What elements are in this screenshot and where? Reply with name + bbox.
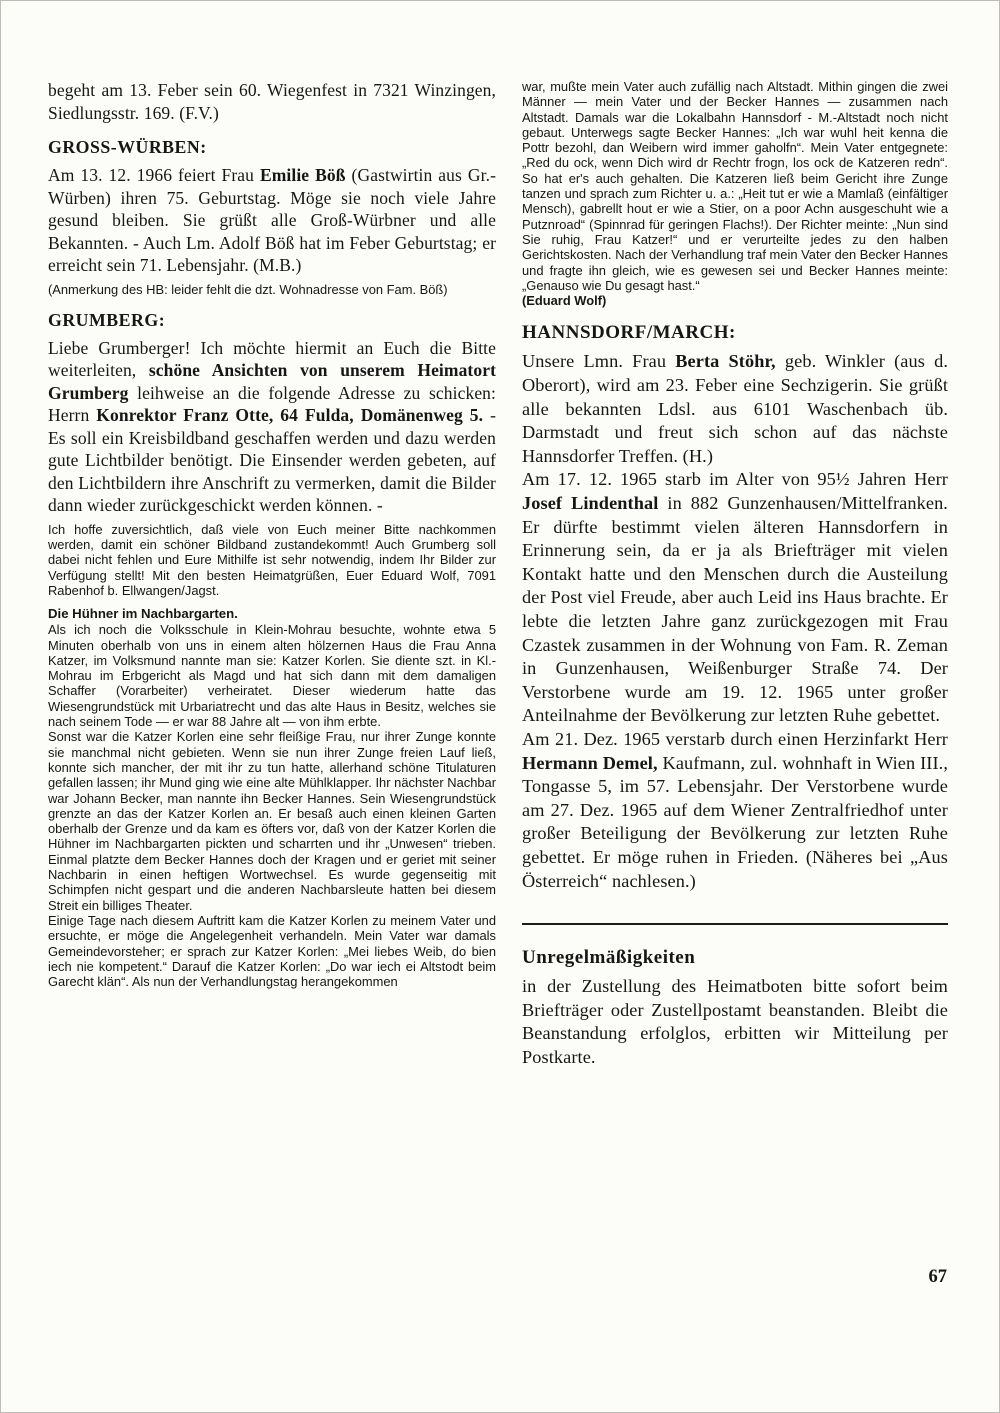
text-run: Am 17. 12. 1965 starb im Alter von 95½ Jahren Herr	[522, 469, 948, 490]
grumberg-appeal-paragraph: Ich hoffe zuversichtlich, daß viele von Euch meiner Bitte nachkommen werden, damit ein schöner Bildband zustandekommt! Auch Grumberg soll dabei nicht fehlen und Eure Mithilfe ist sehr notwendig, indem Ihr Bilder zur Verfügung stellt! Mit den besten Heimatgrüßen, Euer Eduard Wolf, 7091 Rabenhof b. Ellwangen/Jagst.	[48, 521, 496, 598]
grumberg-paragraph	[48, 337, 496, 517]
text-run: Am 21. Dez. 1965 verstarb durch einen Herzinfarkt Herr	[522, 728, 948, 749]
text-run-bold: Hermann Demel,	[522, 752, 658, 773]
section-divider	[522, 923, 948, 925]
section-heading-grumberg: GRUMBERG:	[48, 309, 166, 330]
huehner-story-continuation: war, mußte mein Vater auch zufällig nach Altstadt. Mithin gingen die zwei Männer — mein Vater und der Becker Hannes — zusammen nach Altstadt. Damals war die Lokalbahn Hannsdorf - M.-Altstadt noch nicht gebaut. Unterwegs sagte Becker Hannes: „Ich war wuhl heit kenna die Pottr bezohl, dan Weibern wird immer gaholfn“. Mein Vater entgegnete: „Red du ock, wenn Dich wird dr Rechtr frogn, los ock de Katzeren redn“. So hat er's auch gehalten. Die Katzeren ließ beim Gericht ihre Zunge tanzen und sprach zum Richter u. a.: „Heit tut er wie a Mamlaß (einfältiger Mensch), gabrellt hout er wie a Stier, on a poor Achn ausgeschuht wie a Putznroad“ (Spinnrad für geringen Flachs!). Der Richter meinte: „Nun sind Sie ruhig, Frau Katzer!“ und er verurteilte jedes zu den halben Gerichtskosten. Nach der Verhandlung traf mein Vater den Becker Hannes und fragte ihn gleich, wie es gewesen sei und Becker Hannes meinte: „Genauso wie Du gesagt hast.“	[522, 79, 948, 293]
text-run: in 882 Gunzenhausen/Mittelfranken. Er dürfte bestimmt vielen älteren Hannsdorfern in Erinnerung sein, da er ja als Briefträger mit vielen Kontakt hatte und den Menschen durch die Austeilung der Post viel Freude, aber auch Leid ins Haus brachte. Er lebte die letzten Jahre ganz zurückgezogen mit Frau Czastek zusammen in der Wohnung von Fam. R. Zeman in Gunzenhausen, Weißenburger Straße 74. Der Verstorbene wurde am 19. 12. 1965 unter großer Anteilnahme der Bevölkerung zur letzten Ruhe gebettet.	[522, 493, 948, 726]
section-heading-hannsdorf: HANNSDORF/MARCH:	[522, 322, 736, 344]
huehner-paragraph-2: Sonst war die Katzer Korlen eine sehr fleißige Frau, nur ihrer Zunge konnte sie manchmal nicht gebieten. Wenn sie nun ihrer Zunge freien Lauf ließ, konnte sich mancher, der mit ihr zu tun hatte, allerhand schöne Titulaturen gefallen lassen; ihr Mund ging wie eine alte Mühlklapper. Ihr nächster Nachbar war Johann Becker, man nannte ihn Becker Hannes. Sein Wiesengrundstück grenzte an das der Katzer Korlen an. Er besaß auch einen kleinen Garten oberhalb der Grenze und da kam es öfters vor, daß von der Katzer Korlen die Hühner im Nachbargarten pickten und scharrten und ihr „Unwesen“ trieben. Einmal platzte dem Becker Hannes doch der Kragen und er geriet mit seiner Nachbarin in einen heftigen Wortwechsel. Es wurde gegenseitig mit Schimpfen nicht gespart und die anderen Nachbarsleute hatten bei diesem Streit ein billiges Theater.	[48, 729, 496, 913]
text-run: geb. Winkler (aus d. Oberort), wird am 23. Feber eine Sechzigerin. Sie grüßt alle bekannten Ldsl. aus 6101 Waschenbach üb. Darmstadt und freut sich schon auf das nächste Hannsdorfer Treffen. (H.)	[522, 351, 948, 466]
continued-paragraph: begeht am 13. Feber sein 60. Wiegenfest in 7321 Winzingen, Siedlungsstr. 169. (F.V.)	[48, 80, 496, 123]
text-run: Unsere Lmn. Frau	[522, 351, 676, 372]
right-column	[522, 79, 948, 1069]
text-run-bold: Emilie Böß	[259, 165, 346, 185]
story-byline: (Eduard Wolf)	[522, 293, 607, 309]
text-run-bold: Konrektor Franz Otte, 64 Fulda, Domänenweg 5.	[96, 405, 484, 426]
gross-wurben-paragraph	[48, 164, 496, 277]
hannsdorf-paragraph-2	[522, 468, 948, 728]
page-number: 67	[928, 1267, 947, 1287]
text-run-bold: Berta Stöhr,	[675, 351, 776, 372]
text-run: (Gastwirtin aus Gr.-Würben) ihren 75. Geburtstag. Möge sie noch viele Jahre gesund bleiben. Sie grüßt alle Groß-Würbner und alle Bekannten. - Auch Lm. Adolf Böß hat im Feber Geburtstag; er erreicht sein 71. Lebensjahr. (M.B.)	[48, 165, 496, 275]
hannsdorf-paragraph-3	[522, 728, 948, 893]
story-heading-huehner: Die Hühner im Nachbargarten.	[48, 606, 238, 622]
left-column	[48, 79, 496, 1069]
huehner-paragraph-1: Als ich noch die Volksschule in Klein-Mohrau besuchte, wohnte etwa 5 Minuten oberhalb von uns in einem alten hölzernen Haus die Frau Anna Katzer, im Volksmund nannte man sie: Katzer Korlen. Sie diente szt. in Kl.-Mohrau im Erbgericht als Magd und hat sich dann mit dem damaligen Schaffer (Vorarbeiter) verheiratet. Dieser wiederum hatte das Wiesengrundstück mit Urbariatrecht und das alte Haus in Besitz, welches sie nach seinem Tode — er war 88 Jahre alt — von ihm erbte.	[48, 622, 496, 730]
text-run: leihweise an die folgende Adresse zu schicken: Herrn	[48, 382, 496, 426]
irregular-paragraph: in der Zustellung des Heimatboten bitte sofort beim Briefträger oder Zustellpostamt beanstanden. Bleibt die Beanstandung erfolglos, erbitten wir Mitteilung per Postkarte.	[522, 976, 948, 1067]
editor-note: (Anmerkung des HB: leider fehlt die dzt. Wohnadresse von Fam. Böß)	[48, 281, 448, 297]
section-heading-gross-wurben: GROSS-WÜRBEN:	[48, 137, 207, 157]
huehner-paragraph-3: Einige Tage nach diesem Auftritt kam die Katzer Korlen zu meinem Vater und ersuchte, er möge die Angelegenheit verhandeln. Mein Vater war damals Gemeindevorsteher; er sprach zur Katzer Korlen: „Mei liebes Weib, do bien iech nie kompetent.“ Darauf die Katzer Korlen: „Do war iech ei Altstodt beim Garecht klän“. Als nun der Verhandlungstag herangekommen	[48, 912, 496, 990]
text-run: Kaufmann, zul. wohnhaft in Wien III., Tongasse 5, im 57. Lebensjahr. Der Verstorbene wurde am 27. Dez. 1965 auf dem Wiener Zentralfriedhof unter großer Beteiligung der Bevölkerung zur letzten Ruhe gebettet. Er möge ruhen in Frieden. (Näheres bei „Aus Österreich“ nachlesen.)	[522, 752, 948, 891]
text-run: Liebe Grumberger! Ich möchte hiermit an Euch die Bitte weiterleiten,	[48, 337, 496, 381]
text-run-bold: schöne Ansichten von unserem Heimatort Grumberg	[48, 360, 496, 403]
text-run: - Es soll ein Kreisbildband geschaffen werden und dazu werden gute Lichtbilder benötigt. Die Einsender werden gebeten, auf den Lichtbildern ihre Anschrift zu vermerken, damit die Bilder dann wieder zurückgeschickt werden können. -	[48, 405, 497, 516]
text-run: Am 13. 12. 1966 feiert Frau	[48, 165, 260, 185]
two-column-layout	[1, 1, 999, 1069]
text-run-bold: Josef Lindenthal	[522, 493, 659, 514]
hannsdorf-paragraph-1	[522, 350, 948, 468]
section-heading-unregelmaessigkeiten: Unregelmäßigkeiten	[522, 947, 696, 969]
